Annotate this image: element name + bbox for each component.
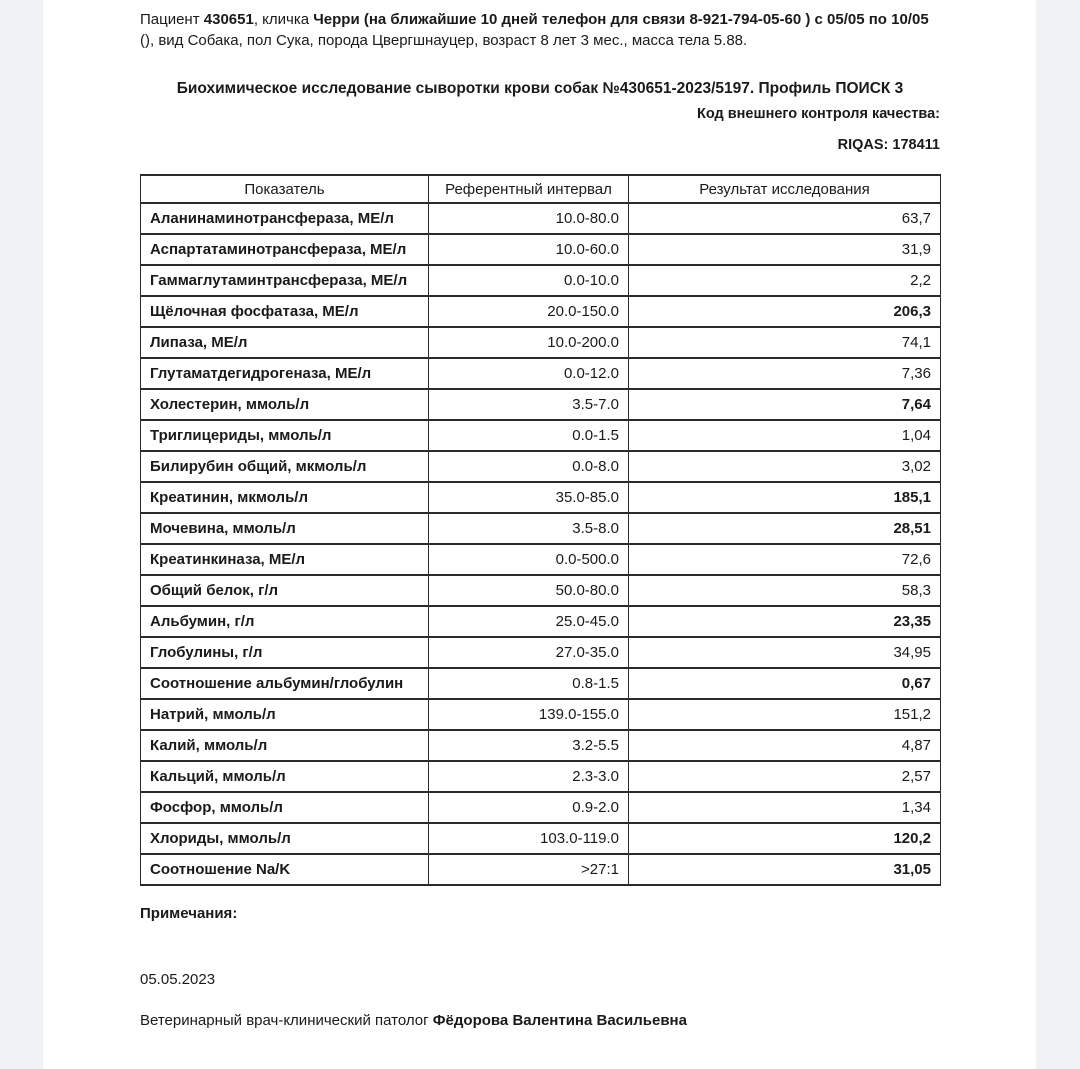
result-cell: 3,02 <box>629 451 941 482</box>
indicator-cell: Натрий, ммоль/л <box>141 699 429 730</box>
result-cell: 58,3 <box>629 575 941 606</box>
indicator-cell: Фосфор, ммоль/л <box>141 792 429 823</box>
interval-cell: 0.0-8.0 <box>429 451 629 482</box>
table-row <box>141 234 941 265</box>
interval-cell: 0.0-10.0 <box>429 265 629 296</box>
indicator-cell: Креатинкиназа, МЕ/л <box>141 544 429 575</box>
interval-cell: 35.0-85.0 <box>429 482 629 513</box>
table-header-row <box>141 175 941 203</box>
interval-cell: 2.3-3.0 <box>429 761 629 792</box>
table-row <box>141 389 941 420</box>
interval-cell: 50.0-80.0 <box>429 575 629 606</box>
column-header-interval: Референтный интервал <box>429 175 629 203</box>
indicator-cell: Калий, ммоль/л <box>141 730 429 761</box>
qc-label: Код внешнего контроля качества: <box>697 106 940 122</box>
table-row <box>141 575 941 606</box>
results-table <box>140 174 941 886</box>
interval-cell: 20.0-150.0 <box>429 296 629 327</box>
patient-info-segment: Черри (на ближайшие 10 дней телефон для связи 8-921-794-05-60 ) с 05/05 по 10/05 <box>313 11 929 28</box>
table-row <box>141 668 941 699</box>
document-page <box>43 0 1036 1069</box>
result-cell: 2,57 <box>629 761 941 792</box>
results-table-body <box>141 203 941 885</box>
table-row <box>141 358 941 389</box>
report-title: Биохимическое исследование сыворотки крови собак №430651-2023/5197. Профиль ПОИСК 3 <box>176 80 904 97</box>
result-cell: 120,2 <box>629 823 941 854</box>
result-cell: 206,3 <box>629 296 941 327</box>
table-row <box>141 482 941 513</box>
column-header-result: Результат исследования <box>629 175 941 203</box>
indicator-cell: Гаммаглутаминтрансфераза, МЕ/л <box>141 265 429 296</box>
table-row <box>141 823 941 854</box>
table-row <box>141 761 941 792</box>
indicator-cell: Креатинин, мкмоль/л <box>141 482 429 513</box>
table-row <box>141 203 941 234</box>
indicator-cell: Хлориды, ммоль/л <box>141 823 429 854</box>
interval-cell: >27:1 <box>429 854 629 885</box>
table-row <box>141 420 941 451</box>
notes-label: Примечания: <box>140 905 238 922</box>
interval-cell: 0.0-12.0 <box>429 358 629 389</box>
table-row <box>141 606 941 637</box>
indicator-cell: Щёлочная фосфатаза, МЕ/л <box>141 296 429 327</box>
indicator-cell: Глобулины, г/л <box>141 637 429 668</box>
table-row <box>141 327 941 358</box>
table-row <box>141 544 941 575</box>
result-cell: 74,1 <box>629 327 941 358</box>
result-cell: 7,64 <box>629 389 941 420</box>
interval-cell: 3.5-8.0 <box>429 513 629 544</box>
result-cell: 28,51 <box>629 513 941 544</box>
indicator-cell: Общий белок, г/л <box>141 575 429 606</box>
indicator-cell: Аспартатаминотрансфераза, МЕ/л <box>141 234 429 265</box>
table-row <box>141 451 941 482</box>
interval-cell: 10.0-80.0 <box>429 203 629 234</box>
interval-cell: 10.0-60.0 <box>429 234 629 265</box>
result-cell: 4,87 <box>629 730 941 761</box>
interval-cell: 139.0-155.0 <box>429 699 629 730</box>
patient-info-segment: (), вид Собака, пол Сука, порода Цвергшнауцер, возраст 8 лет 3 мес., масса тела 5.88. <box>140 32 748 49</box>
patient-info-segment: 430651 <box>203 11 254 28</box>
result-cell: 23,35 <box>629 606 941 637</box>
doctor-name: Фёдорова Валентина Васильевна <box>432 1012 687 1029</box>
indicator-cell: Липаза, МЕ/л <box>141 327 429 358</box>
result-cell: 0,67 <box>629 668 941 699</box>
interval-cell: 0.8-1.5 <box>429 668 629 699</box>
indicator-cell: Соотношение Na/K <box>141 854 429 885</box>
indicator-cell: Глутаматдегидрогеназа, МЕ/л <box>141 358 429 389</box>
result-cell: 31,05 <box>629 854 941 885</box>
report-content <box>140 0 940 1029</box>
result-cell: 151,2 <box>629 699 941 730</box>
indicator-cell: Кальций, ммоль/л <box>141 761 429 792</box>
interval-cell: 0.0-1.5 <box>429 420 629 451</box>
indicator-cell: Соотношение альбумин/глобулин <box>141 668 429 699</box>
interval-cell: 103.0-119.0 <box>429 823 629 854</box>
doctor-line <box>140 1012 940 1029</box>
result-cell: 185,1 <box>629 482 941 513</box>
result-cell: 2,2 <box>629 265 941 296</box>
result-cell: 1,34 <box>629 792 941 823</box>
interval-cell: 0.9-2.0 <box>429 792 629 823</box>
table-row <box>141 265 941 296</box>
table-row <box>141 730 941 761</box>
indicator-cell: Билирубин общий, мкмоль/л <box>141 451 429 482</box>
table-row <box>141 513 941 544</box>
patient-info <box>140 9 940 51</box>
result-cell: 1,04 <box>629 420 941 451</box>
result-cell: 63,7 <box>629 203 941 234</box>
interval-cell: 10.0-200.0 <box>429 327 629 358</box>
table-row <box>141 637 941 668</box>
interval-cell: 25.0-45.0 <box>429 606 629 637</box>
report-date: 05.05.2023 <box>140 971 216 988</box>
interval-cell: 3.5-7.0 <box>429 389 629 420</box>
indicator-cell: Аланинаминотрансфераза, МЕ/л <box>141 203 429 234</box>
result-cell: 34,95 <box>629 637 941 668</box>
column-header-indicator: Показатель <box>141 175 429 203</box>
indicator-cell: Мочевина, ммоль/л <box>141 513 429 544</box>
qc-code: RIQAS: 178411 <box>837 137 940 153</box>
table-row <box>141 854 941 885</box>
result-cell: 31,9 <box>629 234 941 265</box>
indicator-cell: Альбумин, г/л <box>141 606 429 637</box>
doctor-prefix: Ветеринарный врач-клинический патолог <box>140 1012 433 1029</box>
table-row <box>141 792 941 823</box>
result-cell: 72,6 <box>629 544 941 575</box>
table-row <box>141 296 941 327</box>
indicator-cell: Триглицериды, ммоль/л <box>141 420 429 451</box>
table-row <box>141 699 941 730</box>
patient-info-segment: , кличка <box>253 11 314 28</box>
result-cell: 7,36 <box>629 358 941 389</box>
indicator-cell: Холестерин, ммоль/л <box>141 389 429 420</box>
patient-info-segment: Пациент <box>140 11 204 28</box>
interval-cell: 0.0-500.0 <box>429 544 629 575</box>
interval-cell: 3.2-5.5 <box>429 730 629 761</box>
interval-cell: 27.0-35.0 <box>429 637 629 668</box>
